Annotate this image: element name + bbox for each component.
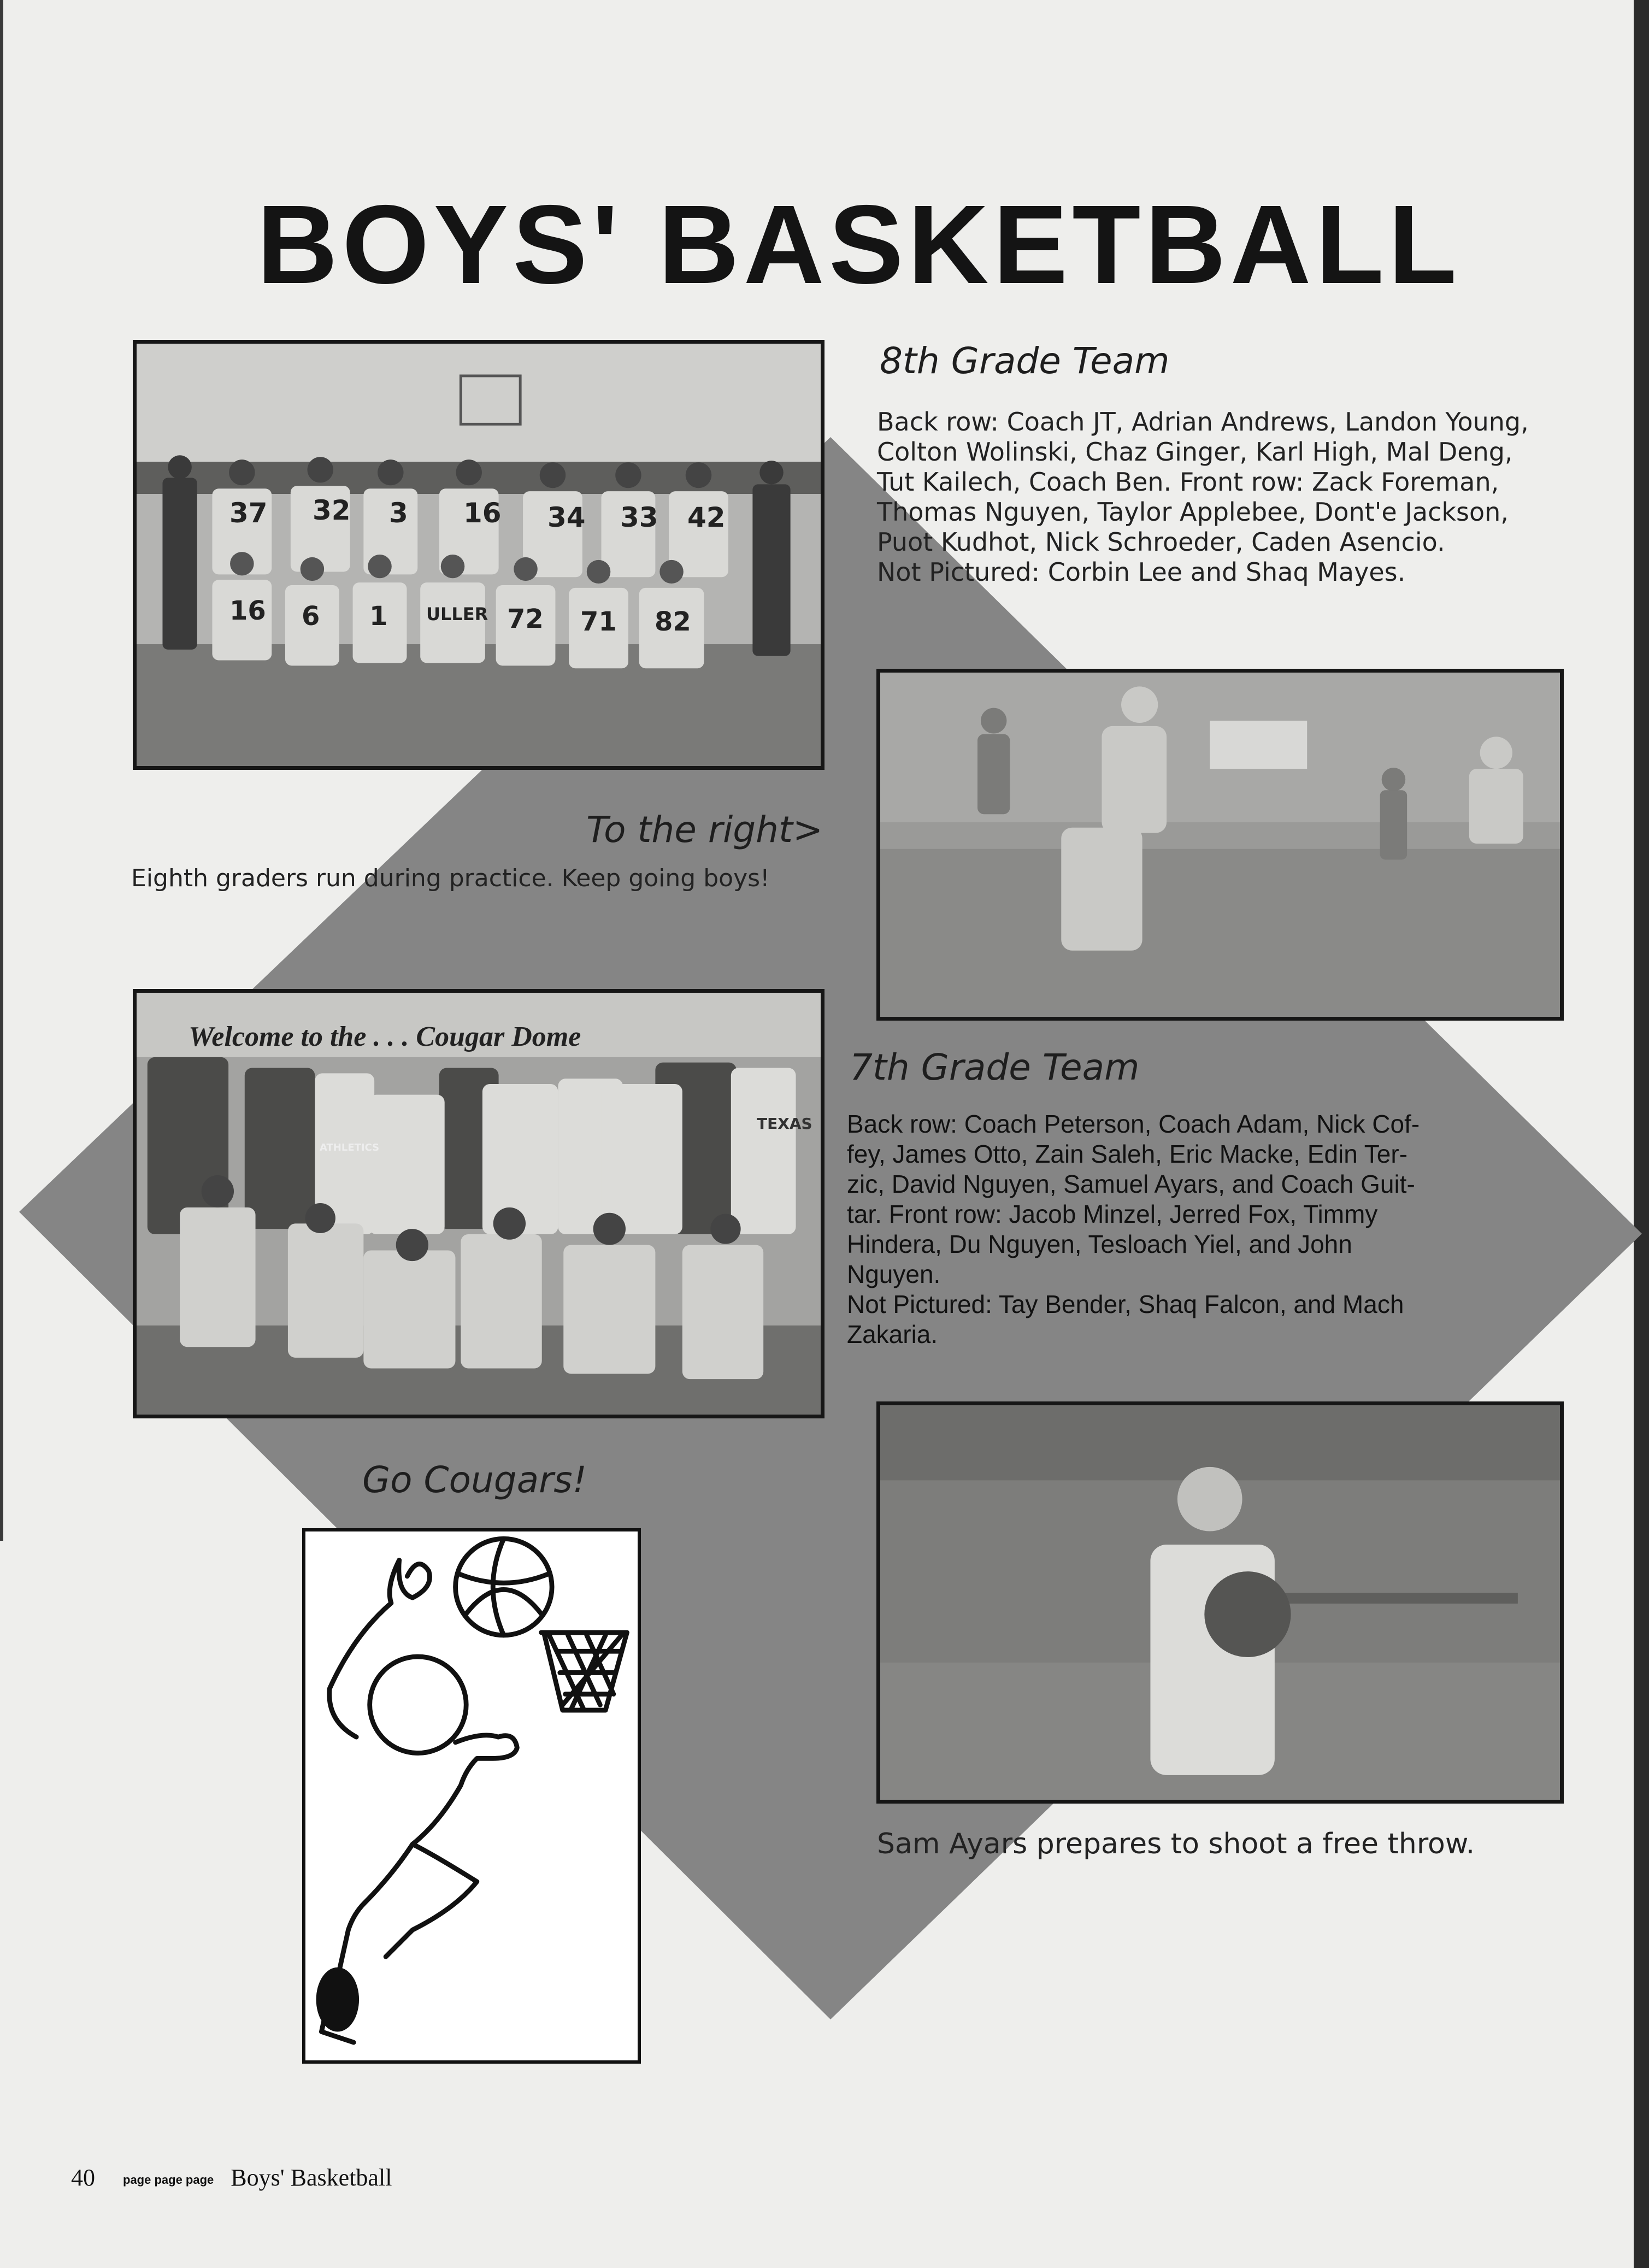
caption-line: zic, David Nguyen, Samuel Ayars, and Coach Guit-: [847, 1170, 1415, 1198]
jersey-number: 33: [620, 502, 658, 533]
practice-running-photo: [876, 669, 1564, 1021]
page-title: BOYS' BASKETBALL: [257, 182, 1462, 307]
jersey-number: 82: [655, 606, 691, 637]
footer-mark: page page page: [123, 2172, 214, 2187]
caption-line: Back row: Coach JT, Adrian Andrews, Landon Young,: [877, 407, 1529, 437]
jersey-number: 1: [369, 601, 388, 632]
caption-line: tar. Front row: Jacob Minzel, Jerred Fox, Timmy: [847, 1200, 1378, 1228]
caption-line: Not Pictured: Corbin Lee and Shaq Mayes.: [877, 557, 1406, 587]
caption-line: Tut Kailech, Coach Ben. Front row: Zack Foreman,: [877, 467, 1499, 497]
page-footer: [71, 2164, 392, 2192]
jersey-number: 16: [463, 497, 502, 529]
caption-line: Hindera, Du Nguyen, Tesloach Yiel, and John: [847, 1230, 1352, 1258]
page-number: 40: [71, 2164, 95, 2191]
jersey-number: 32: [313, 494, 351, 526]
jersey-text: ULLER: [426, 604, 488, 625]
caption-line: Nguyen.: [847, 1260, 941, 1288]
welcome-banner-text: Welcome to the . . . Cougar Dome: [189, 1021, 581, 1052]
basketball-cartoon: [302, 1528, 641, 2064]
seventh-grade-heading: 7th Grade Team: [850, 1046, 1140, 1088]
footer-section: Boys' Basketball: [231, 2164, 392, 2191]
jersey-number: 37: [229, 497, 268, 529]
eighth-grade-heading: 8th Grade Team: [880, 340, 1170, 382]
to-the-right-caption: Eighth graders run during practice. Keep going boys!: [131, 864, 770, 892]
caption-line: Zakaria.: [847, 1320, 938, 1348]
eighth-grade-caption: [877, 407, 1609, 587]
free-throw-photo: [876, 1401, 1564, 1804]
jersey-number: 3: [389, 497, 408, 529]
seventh-grade-team-photo: [133, 989, 824, 1418]
caption-line: Colton Wolinski, Chaz Ginger, Karl High, Mal Deng,: [877, 437, 1513, 467]
caption-line: fey, James Otto, Zain Saleh, Eric Macke, Edin Ter-: [847, 1140, 1408, 1168]
jersey-number: 72: [507, 604, 544, 634]
to-the-right-heading: To the right>: [586, 809, 823, 851]
seventh-grade-caption: [847, 1109, 1574, 1350]
caption-line: Thomas Nguyen, Taylor Applebee, Dont'e Jackson,: [877, 497, 1509, 527]
caption-line: Back row: Coach Peterson, Coach Adam, Nick Cof-: [847, 1110, 1420, 1138]
jersey-number: 42: [687, 502, 726, 533]
caption-line: Puot Kudhot, Nick Schroeder, Caden Asencio.: [877, 527, 1445, 557]
jersey-number: 34: [547, 502, 586, 533]
shirt-text: ATHLETICS: [320, 1142, 380, 1153]
jersey-number: 6: [302, 601, 320, 632]
caption-line: Not Pictured: Tay Bender, Shaq Falcon, and Mach: [847, 1290, 1404, 1318]
go-cougars-heading: Go Cougars!: [362, 1459, 587, 1501]
jersey-number: 71: [580, 606, 617, 637]
eighth-grade-team-photo: [133, 340, 824, 770]
jersey-number: 16: [229, 596, 266, 626]
free-throw-caption: Sam Ayars prepares to shoot a free throw.: [877, 1828, 1475, 1860]
shirt-text: TEXAS: [757, 1115, 812, 1133]
